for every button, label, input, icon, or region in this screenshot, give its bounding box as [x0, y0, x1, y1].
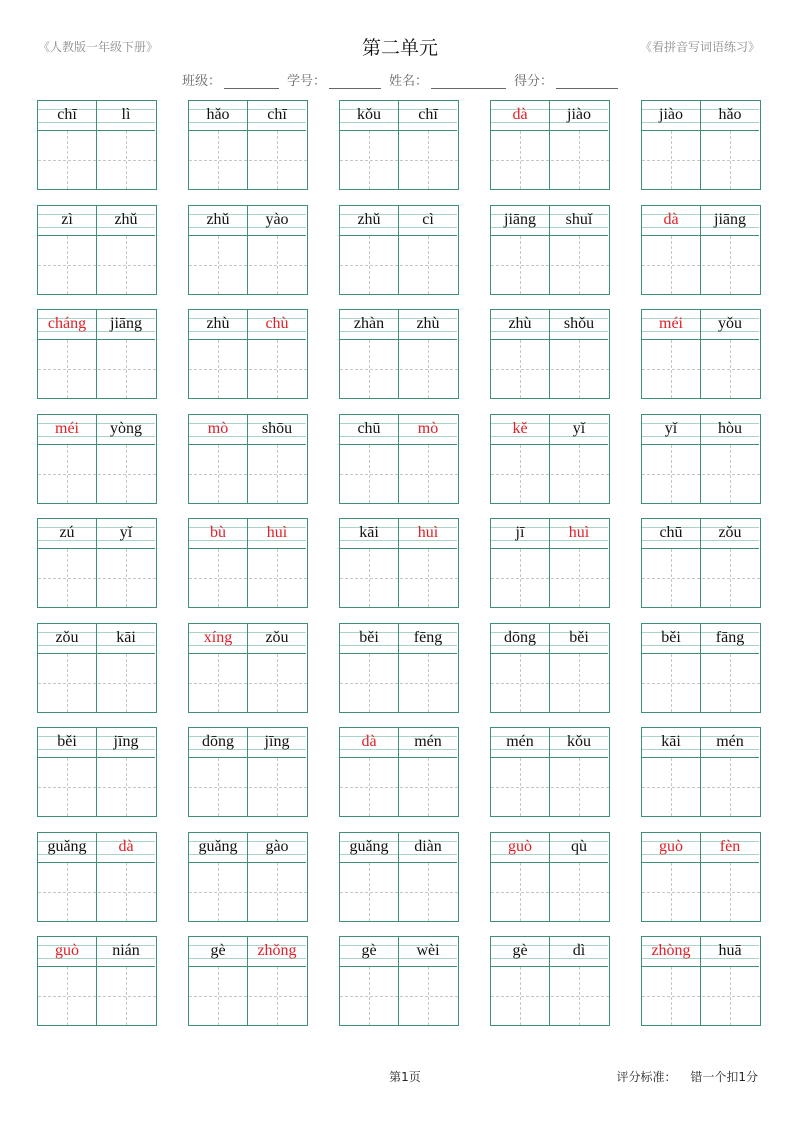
tian-grid-vertical [671, 654, 672, 712]
word-box[interactable] [641, 832, 761, 922]
pinyin-left: zhù [206, 315, 230, 332]
word-box[interactable] [641, 100, 761, 190]
pinyin-left: guǎng [198, 838, 238, 855]
student-info-row [182, 70, 626, 89]
word-box[interactable] [490, 205, 610, 295]
tian-grid-vertical [730, 967, 731, 1025]
pinyin-left: kāi [661, 733, 681, 750]
word-box[interactable] [641, 623, 761, 713]
tian-grid-vertical [218, 445, 219, 503]
tian-grid-vertical [579, 549, 580, 607]
tian-grid-vertical [218, 654, 219, 712]
pinyin-right: yǐ [572, 420, 586, 437]
tian-grid-vertical [428, 549, 429, 607]
tian-grid-vertical [520, 236, 521, 294]
pinyin-right: jīng [113, 733, 139, 750]
tian-grid-vertical [126, 758, 127, 816]
pinyin-right: huā [718, 942, 742, 959]
tian-grid-vertical [126, 445, 127, 503]
pinyin-left: guò [55, 942, 79, 959]
exercise-tag: 《看拼音写词语练习》 [639, 40, 760, 54]
tian-grid-vertical [671, 445, 672, 503]
tian-grid-vertical [520, 967, 521, 1025]
tian-grid-vertical [126, 340, 127, 398]
pinyin-left: méi [55, 420, 79, 437]
student-number-blank[interactable] [329, 76, 381, 89]
pinyin-right: jīng [264, 733, 290, 750]
pinyin-right: yòng [110, 420, 142, 437]
word-box[interactable] [188, 518, 308, 608]
tian-grid-vertical [579, 131, 580, 189]
tian-grid-horizontal [340, 369, 458, 370]
pinyin-left: zhù [508, 315, 532, 332]
tian-grid-vertical [369, 445, 370, 503]
pinyin-right: mò [417, 420, 439, 437]
tian-grid-vertical [369, 758, 370, 816]
pinyin-left: hǎo [206, 106, 230, 123]
tian-grid-horizontal [38, 683, 156, 684]
tian-grid-vertical [579, 967, 580, 1025]
tian-grid-vertical [730, 131, 731, 189]
tian-grid-vertical [520, 863, 521, 921]
word-box[interactable] [188, 414, 308, 504]
word-box[interactable] [37, 100, 157, 190]
pinyin-left: gè [210, 942, 226, 959]
tian-grid-vertical [579, 340, 580, 398]
pinyin-left: kāi [359, 524, 379, 541]
tian-grid-horizontal [642, 265, 760, 266]
name-field[interactable] [389, 70, 506, 89]
pinyin-left: dōng [202, 733, 234, 750]
pinyin-left: mén [506, 733, 534, 750]
word-box[interactable] [490, 936, 610, 1026]
tian-grid-horizontal [189, 369, 307, 370]
tian-grid-vertical [671, 863, 672, 921]
pinyin-right: chù [265, 315, 289, 332]
pinyin-right: zhǔ [114, 211, 138, 228]
tian-grid-vertical [428, 863, 429, 921]
word-box[interactable] [37, 414, 157, 504]
tian-grid-vertical [730, 236, 731, 294]
pinyin-right: dì [572, 942, 586, 959]
tian-grid-horizontal [189, 683, 307, 684]
word-box[interactable] [37, 727, 157, 817]
tian-grid-vertical [67, 863, 68, 921]
word-box[interactable] [37, 309, 157, 399]
tian-grid-horizontal [642, 787, 760, 788]
pinyin-left: dōng [504, 629, 536, 646]
tian-grid-vertical [369, 340, 370, 398]
pinyin-left: xíng [203, 629, 233, 646]
tian-grid-vertical [277, 863, 278, 921]
word-box[interactable] [641, 727, 761, 817]
tian-grid-vertical [277, 967, 278, 1025]
tian-grid-vertical [730, 549, 731, 607]
pinyin-left: chū [357, 420, 381, 437]
tian-grid-vertical [579, 236, 580, 294]
pinyin-right: nián [112, 942, 140, 959]
tian-grid-horizontal [189, 892, 307, 893]
pinyin-right: qù [571, 838, 587, 855]
pinyin-right: zǒu [718, 524, 742, 541]
tian-grid-vertical [218, 758, 219, 816]
tian-grid-vertical [67, 340, 68, 398]
pinyin-left: dà [512, 106, 528, 123]
tian-grid-horizontal [491, 578, 609, 579]
tian-grid-vertical [671, 549, 672, 607]
pinyin-right: jiào [567, 106, 591, 123]
tian-grid-vertical [579, 863, 580, 921]
tian-grid-vertical [520, 445, 521, 503]
tian-grid-horizontal [38, 787, 156, 788]
word-box[interactable] [188, 309, 308, 399]
pinyin-right: kāi [116, 629, 136, 646]
tian-grid-vertical [67, 654, 68, 712]
pinyin-left: gè [512, 942, 528, 959]
word-box[interactable] [490, 727, 610, 817]
word-box[interactable] [641, 309, 761, 399]
tian-grid-horizontal [189, 265, 307, 266]
pinyin-left: jiāng [504, 211, 536, 228]
tian-grid-horizontal [642, 578, 760, 579]
tian-grid-vertical [67, 758, 68, 816]
tian-grid-horizontal [340, 474, 458, 475]
name-label: 姓名： [389, 74, 429, 89]
pinyin-right: zǒu [265, 629, 289, 646]
tian-grid-vertical [67, 236, 68, 294]
scoring-detail: 错一个扣1分 [690, 1070, 758, 1084]
page-title: 第二单元 [361, 37, 438, 59]
pinyin-left: cháng [47, 315, 87, 332]
tian-grid-vertical [520, 549, 521, 607]
tian-grid-vertical [730, 445, 731, 503]
tian-grid-vertical [671, 967, 672, 1025]
tian-grid-vertical [428, 967, 429, 1025]
tian-grid-vertical [369, 654, 370, 712]
tian-grid-vertical [428, 758, 429, 816]
word-box[interactable] [490, 100, 610, 190]
pinyin-right: huì [266, 524, 288, 541]
word-box[interactable] [641, 518, 761, 608]
word-box[interactable] [339, 518, 459, 608]
page-number: 第1页 [389, 1070, 421, 1084]
word-box[interactable] [188, 100, 308, 190]
pinyin-left: zǒu [55, 629, 79, 646]
score-blank[interactable] [556, 76, 618, 89]
pinyin-right: hǎo [718, 106, 742, 123]
tian-grid-horizontal [642, 160, 760, 161]
pinyin-right: dà [118, 838, 134, 855]
tian-grid-vertical [671, 131, 672, 189]
pinyin-right: zhù [416, 315, 440, 332]
word-box[interactable] [641, 936, 761, 1026]
tian-grid-vertical [126, 863, 127, 921]
pinyin-right: fāng [715, 629, 745, 646]
name-blank[interactable] [431, 76, 506, 89]
tian-grid-horizontal [642, 683, 760, 684]
tian-grid-horizontal [38, 474, 156, 475]
tian-grid-horizontal [189, 787, 307, 788]
word-box[interactable] [37, 832, 157, 922]
tian-grid-vertical [126, 549, 127, 607]
tian-grid-vertical [277, 445, 278, 503]
pinyin-left: guò [508, 838, 532, 855]
tian-grid-horizontal [38, 160, 156, 161]
pinyin-right: yǒu [718, 315, 742, 332]
pinyin-left: méi [659, 315, 683, 332]
pinyin-right: huì [417, 524, 439, 541]
tian-grid-vertical [67, 967, 68, 1025]
tian-grid-horizontal [189, 578, 307, 579]
pinyin-left: jī [515, 524, 525, 541]
tian-grid-vertical [579, 445, 580, 503]
tian-grid-horizontal [340, 160, 458, 161]
pinyin-left: běi [57, 733, 77, 750]
pinyin-right: fèn [719, 838, 741, 855]
tian-grid-vertical [369, 549, 370, 607]
tian-grid-horizontal [340, 892, 458, 893]
pinyin-left: zhòng [651, 942, 691, 959]
pinyin-right: mén [414, 733, 442, 750]
pinyin-right: gào [265, 838, 289, 855]
tian-grid-vertical [730, 340, 731, 398]
pinyin-right: yǐ [119, 524, 133, 541]
word-box[interactable] [339, 623, 459, 713]
tian-grid-horizontal [491, 787, 609, 788]
word-box[interactable] [188, 205, 308, 295]
scoring-label: 评分标准： [616, 1070, 677, 1084]
tian-grid-vertical [428, 340, 429, 398]
tian-grid-horizontal [340, 265, 458, 266]
word-box[interactable] [339, 309, 459, 399]
pinyin-left: gè [361, 942, 377, 959]
tian-grid-horizontal [340, 996, 458, 997]
pinyin-right: huì [568, 524, 590, 541]
word-box[interactable] [339, 936, 459, 1026]
tian-grid-vertical [730, 654, 731, 712]
tian-grid-vertical [126, 236, 127, 294]
tian-grid-horizontal [491, 474, 609, 475]
tian-grid-horizontal [491, 892, 609, 893]
tian-grid-vertical [428, 236, 429, 294]
word-box[interactable] [37, 205, 157, 295]
tian-grid-horizontal [189, 160, 307, 161]
pinyin-left: chū [659, 524, 683, 541]
word-box[interactable] [641, 414, 761, 504]
tian-grid-vertical [277, 549, 278, 607]
pinyin-right: jiāng [714, 211, 746, 228]
word-box[interactable] [490, 518, 610, 608]
word-box[interactable] [339, 727, 459, 817]
tian-grid-horizontal [491, 996, 609, 997]
pinyin-right: zhǒng [257, 942, 297, 959]
tian-grid-horizontal [340, 787, 458, 788]
tian-grid-vertical [520, 654, 521, 712]
class-label: 班级： [182, 74, 222, 89]
tian-grid-horizontal [642, 996, 760, 997]
tian-grid-vertical [126, 131, 127, 189]
pinyin-left: kě [512, 420, 528, 437]
pinyin-left: zì [61, 211, 73, 228]
tian-grid-vertical [277, 236, 278, 294]
tian-grid-vertical [671, 340, 672, 398]
tian-grid-vertical [520, 340, 521, 398]
tian-grid-horizontal [491, 160, 609, 161]
tian-grid-horizontal [38, 996, 156, 997]
tian-grid-horizontal [642, 474, 760, 475]
tian-grid-vertical [67, 131, 68, 189]
tian-grid-vertical [369, 236, 370, 294]
pinyin-right: chī [418, 106, 438, 123]
tian-grid-vertical [218, 340, 219, 398]
tian-grid-horizontal [189, 996, 307, 997]
word-box[interactable] [37, 623, 157, 713]
pinyin-left: guǎng [47, 838, 87, 855]
pinyin-right: jiāng [110, 315, 142, 332]
pinyin-left: jiào [659, 106, 683, 123]
tian-grid-vertical [67, 445, 68, 503]
pinyin-left: zhǔ [357, 211, 381, 228]
student-number-label: 学号： [287, 74, 327, 89]
pinyin-left: běi [661, 629, 681, 646]
word-box[interactable] [490, 623, 610, 713]
tian-grid-vertical [218, 967, 219, 1025]
word-box[interactable] [188, 832, 308, 922]
student-number-field[interactable] [287, 70, 381, 89]
pinyin-right: cì [422, 211, 434, 228]
tian-grid-vertical [671, 758, 672, 816]
pinyin-right: shuǐ [565, 211, 593, 228]
tian-grid-vertical [67, 549, 68, 607]
pinyin-left: zú [59, 524, 75, 541]
pinyin-right: shǒu [563, 315, 595, 332]
tian-grid-horizontal [189, 474, 307, 475]
word-box[interactable] [339, 414, 459, 504]
word-box[interactable] [339, 205, 459, 295]
word-box[interactable] [490, 414, 610, 504]
tian-grid-vertical [126, 654, 127, 712]
pinyin-left: guò [659, 838, 683, 855]
tian-grid-horizontal [38, 265, 156, 266]
tian-grid-vertical [126, 967, 127, 1025]
pinyin-left: dà [663, 211, 679, 228]
tian-grid-vertical [730, 758, 731, 816]
tian-grid-vertical [218, 549, 219, 607]
tian-grid-horizontal [491, 369, 609, 370]
tian-grid-vertical [428, 654, 429, 712]
score-label: 得分： [514, 74, 554, 89]
tian-grid-horizontal [491, 265, 609, 266]
word-box[interactable] [188, 727, 308, 817]
word-box[interactable] [339, 832, 459, 922]
tian-grid-vertical [218, 131, 219, 189]
pinyin-right: wèi [416, 942, 440, 959]
class-field[interactable] [182, 70, 279, 89]
tian-grid-vertical [520, 758, 521, 816]
tian-grid-horizontal [340, 578, 458, 579]
word-box[interactable] [37, 518, 157, 608]
pinyin-left: kǒu [357, 106, 381, 123]
tian-grid-horizontal [491, 683, 609, 684]
pinyin-left: mò [207, 420, 229, 437]
pinyin-left: zhàn [353, 315, 385, 332]
pinyin-right: lì [121, 106, 131, 123]
tian-grid-vertical [369, 863, 370, 921]
word-box[interactable] [641, 205, 761, 295]
tian-grid-vertical [218, 863, 219, 921]
tian-grid-horizontal [340, 683, 458, 684]
tian-grid-horizontal [38, 369, 156, 370]
word-box[interactable] [37, 936, 157, 1026]
pinyin-left: bù [210, 524, 226, 541]
word-box[interactable] [490, 309, 610, 399]
word-box[interactable] [339, 100, 459, 190]
pinyin-right: hòu [718, 420, 742, 437]
tian-grid-horizontal [38, 892, 156, 893]
tian-grid-vertical [579, 654, 580, 712]
word-box[interactable] [188, 936, 308, 1026]
tian-grid-vertical [277, 340, 278, 398]
tian-grid-vertical [579, 758, 580, 816]
tian-grid-vertical [277, 758, 278, 816]
tian-grid-vertical [277, 654, 278, 712]
word-box[interactable] [188, 623, 308, 713]
pinyin-left: chī [57, 106, 77, 123]
score-field[interactable] [514, 70, 618, 89]
pinyin-right: mén [716, 733, 744, 750]
tian-grid-horizontal [642, 892, 760, 893]
word-box[interactable] [490, 832, 610, 922]
pinyin-left: zhǔ [206, 211, 230, 228]
pinyin-right: kǒu [567, 733, 591, 750]
pinyin-left: yǐ [664, 420, 678, 437]
pinyin-left: guǎng [349, 838, 389, 855]
tian-grid-vertical [218, 236, 219, 294]
tian-grid-horizontal [642, 369, 760, 370]
pinyin-left: dà [361, 733, 377, 750]
textbook-tag: 《人教版一年级下册》 [38, 40, 159, 54]
pinyin-right: yào [265, 211, 289, 228]
tian-grid-vertical [369, 131, 370, 189]
pinyin-right: diàn [414, 838, 442, 855]
tian-grid-vertical [428, 445, 429, 503]
tian-grid-vertical [730, 863, 731, 921]
tian-grid-vertical [671, 236, 672, 294]
pinyin-right: chī [267, 106, 287, 123]
tian-grid-horizontal [38, 578, 156, 579]
pinyin-right: běi [569, 629, 589, 646]
class-blank[interactable] [224, 76, 279, 89]
tian-grid-vertical [369, 967, 370, 1025]
pinyin-left: běi [359, 629, 379, 646]
tian-grid-vertical [428, 131, 429, 189]
pinyin-right: shōu [261, 420, 293, 437]
tian-grid-vertical [277, 131, 278, 189]
pinyin-right: fēng [413, 629, 443, 646]
scoring-rule [617, 1068, 758, 1085]
tian-grid-vertical [520, 131, 521, 189]
